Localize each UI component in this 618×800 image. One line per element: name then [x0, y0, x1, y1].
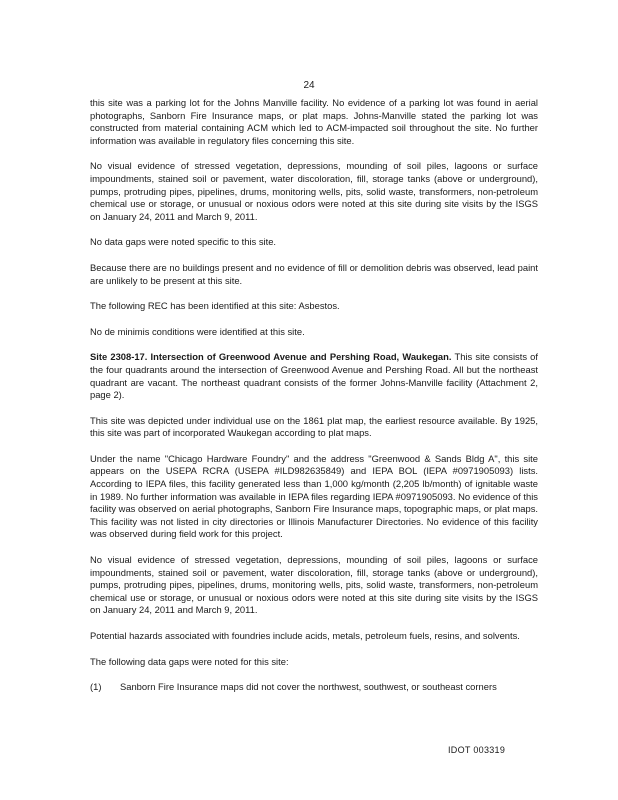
list-text: Sanborn Fire Insurance maps did not cover the northwest, southwest, or southeast corners: [120, 681, 497, 693]
page-body: [90, 97, 538, 694]
paragraph-data-gaps-intro: The following data gaps were noted for this site:: [90, 655, 289, 667]
paragraph-de-minimis: No de minimis conditions were identified at this site.: [90, 325, 305, 337]
paragraph-potential-hazards: Potential hazards associated with foundries include acids, metals, petroleum fuels, resins, and solvents.: [90, 630, 520, 641]
paragraph-plat-map: This site was depicted under individual use on the 1861 plat map, the earliest resource available. By 1925, this site was part of incorporated Waukegan according to plat maps.: [90, 414, 538, 439]
paragraph-data-gaps-none: No data gaps were noted specific to this site.: [90, 236, 277, 248]
paragraph-hardware-foundry: Under the name "Chicago Hardware Foundry" and the address "Greenwood & Sands Bldg A", this site appears on the USEPA RCRA (USEPA #ILD982635849) and IEPA BOL (IEPA #0971905093) lists. According to IEPA files, this facility generated less than 1,000 kg/month (2,205 lb/month) of ignitable waste in 1989. No further information was available in IEPA files regarding IEPA #0971905093. No evidence of this facility was observed on aerial photographs, Sanborn Fire Insurance maps, topographic maps, or plat maps. This facility was not listed in city directories or Illinois Manufacturer Directories. No evidence of this facility was observed during field work for this project.: [90, 452, 538, 540]
site-description: This site consists of the four quadrants around the intersection of Greenwood Avenue and Pershing Road. All but the northeast quadrant are vacant. The northeast quadrant consists of the former Johns-Manville facility (Attachment 2, page 2).: [90, 351, 539, 401]
paragraph-site-2308-17: [90, 351, 538, 401]
paragraph-parking-lot: this site was a parking lot for the Johns Manville facility. No evidence of a parking lot was found in aerial photographs, Sanborn Fire Insurance maps, or plat maps. Johns-Manville stated the parking lot was constructed from material containing ACM which led to ACM-impacted soil throughout the site. No further information was available in regulatory files concerning this site.: [90, 97, 538, 146]
page-number: 24: [303, 80, 315, 91]
list-item: [90, 681, 538, 694]
list-marker: (1): [90, 681, 102, 693]
paragraph-visual-evidence-2: No visual evidence of stressed vegetation, depressions, mounding of soil piles, lagoons or surface impoundments, stained soil or pavement, water discoloration, fill, storage tanks (above or underground), pumps, protruding pipes, pipelines, drums, monitoring wells, pits, solid waste, transformers, non-petroleum chemical use or storage, or unusual or noxious odors were noted at this site during site visits by the ISGS on January 24, 2011 and March 9, 2011.: [90, 554, 538, 616]
site-heading: Site 2308-17. Intersection of Greenwood Avenue and Pershing Road, Waukegan.: [90, 351, 452, 363]
paragraph-rec: The following REC has been identified at this site: Asbestos.: [90, 300, 340, 312]
paragraph-lead-paint: Because there are no buildings present and no evidence of fill or demolition debris was observed, lead paint are unlikely to be present at this site.: [90, 261, 538, 286]
paragraph-visual-evidence-1: No visual evidence of stressed vegetation, depressions, mounding of soil piles, lagoons or surface impoundments, stained soil or pavement, water discoloration, fill, storage tanks (above or underground), pumps, protruding pipes, pipelines, drums, monitoring wells, pits, solid waste, transformers, non-petroleum chemical use or storage, or unusual or noxious odors were noted at this site during site visits by the ISGS on January 24, 2011 and March 9, 2011.: [90, 160, 538, 222]
bates-number: IDOT 003319: [448, 745, 506, 755]
